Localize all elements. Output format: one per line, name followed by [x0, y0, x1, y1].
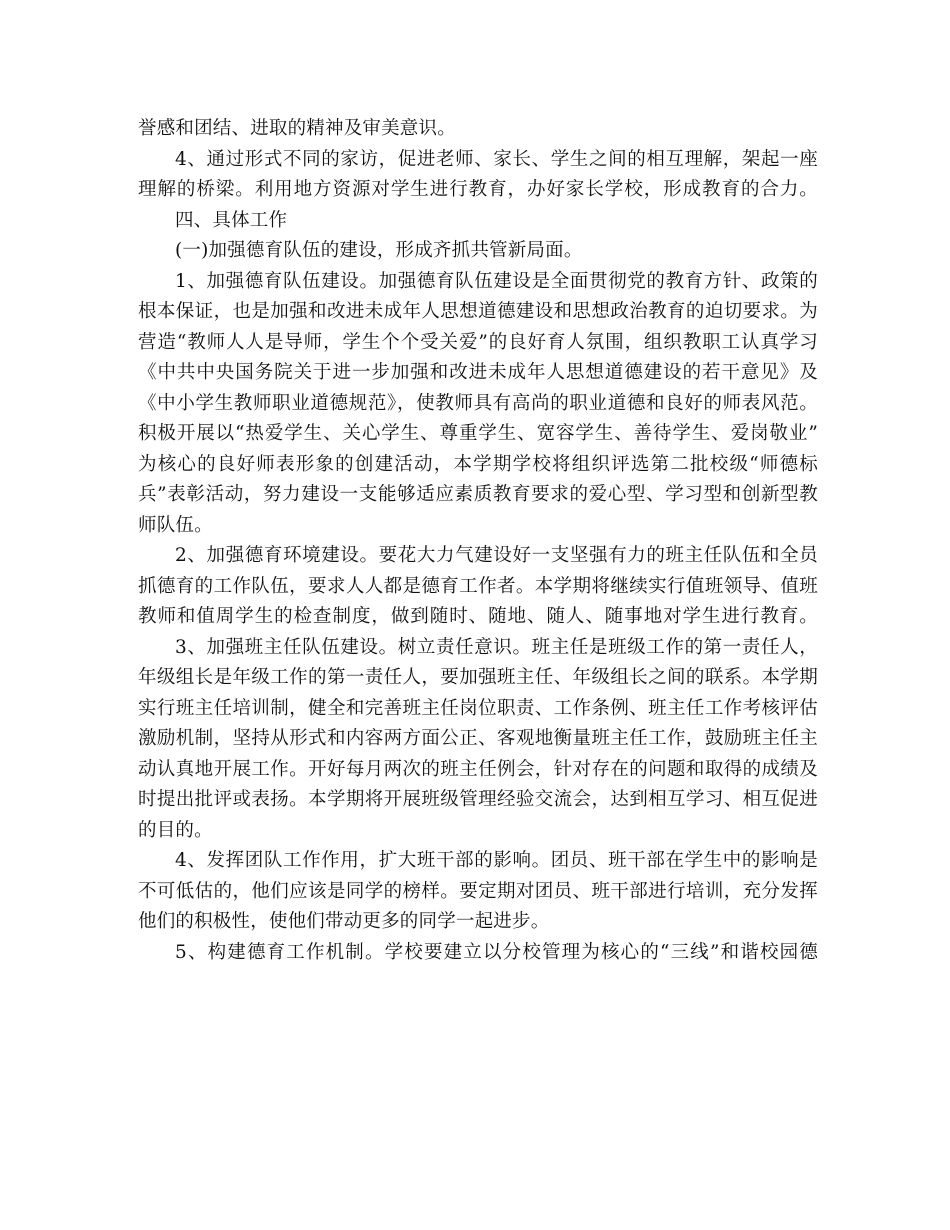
text-line: 为核心的良好师表形象的创建活动，本学期学校将组织评选第二批校级“师德标 [138, 453, 818, 475]
text-line: 年级组长是年级工作的第一责任人，要加强班主任、年级组长之间的联系。本学期 [138, 667, 818, 688]
text-line: 师队伍。 [138, 514, 213, 536]
text-line: 时提出批评或表扬。本学期将开展班级管理经验交流会，达到相互学习、相互促进 [138, 789, 818, 810]
subsection-heading: (一)加强德育队伍的建设，形成齐抓共管新局面。 [175, 240, 583, 261]
text-line: 实行班主任培训制，健全和完善班主任岗位职责、工作条例、班主任工作考核评估 [138, 697, 818, 719]
text-line: 的目的。 [138, 819, 213, 841]
text-line: 教师和值周学生的检查制度，做到随时、随地、随人、随事地对学生进行教育。 [138, 606, 818, 627]
text-line: 4、发挥团队工作作用，扩大班干部的影响。团员、班干部在学生中的影响是 [175, 850, 818, 871]
text-line: 4、通过形式不同的家访，促进老师、家长、学生之间的相互理解，架起一座 [175, 148, 818, 170]
section-heading: 四、具体工作 [175, 209, 288, 231]
text-line: 2、加强德育环境建设。要花大力气建设好一支坚强有力的班主任队伍和全员 [175, 545, 818, 566]
text-line: 动认真地开展工作。开好每月两次的班主任例会，针对存在的问题和取得的成绩及 [138, 758, 818, 780]
text-line: 兵”表彰活动，努力建设一支能够适应素质教育要求的爱心型、学习型和创新型教 [138, 484, 818, 505]
text-line: 激励机制，坚持从形式和内容两方面公正、客观地衡量班主任工作，鼓励班主任主 [138, 728, 818, 749]
text-line: 3、加强班主任队伍建设。树立责任意识。班主任是班级工作的第一责任人， [175, 636, 818, 658]
text-line: 根本保证，也是加强和改进未成年人思想道德建设和思想政治教育的迫切要求。为 [138, 301, 818, 322]
text-line: 抓德育的工作队伍，要求人人都是德育工作者。本学期将继续实行值班领导、值班 [138, 575, 818, 597]
text-line: 1、加强德育队伍建设。加强德育队伍建设是全面贯彻党的教育方针、政策的 [175, 270, 818, 292]
text-line: 积极开展以“热爱学生、关心学生、尊重学生、宽容学生、善待学生、爱岗敬业” [138, 423, 818, 444]
text-line: 5、构建德育工作机制。学校要建立以分校管理为核心的“三线”和谐校园德 [175, 941, 818, 963]
text-line: 理解的桥梁。利用地方资源对学生进行教育，办好家长学校，形成教育的合力。 [138, 179, 818, 200]
text-line: 不可低估的，他们应该是同学的榜样。要定期对团员、班干部进行培训，充分发挥 [138, 880, 818, 902]
text-line: 他们的积极性，使他们带动更多的同学一起进步。 [138, 911, 550, 932]
text-line: 营造“教师人人是导师，学生个个受关爱”的良好育人氛围，组织教职工认真学习 [138, 331, 818, 353]
document-body [138, 114, 818, 968]
text-line: 誉感和团结、进取的精神及审美意识。 [138, 118, 456, 139]
text-line: 《中小学生教师职业道德规范》，使教师具有高尚的职业道德和良好的师表风范。 [138, 392, 818, 414]
text-line: 《中共中央国务院关于进一步加强和改进未成年人思想道德建设的若干意见》及 [138, 362, 818, 383]
